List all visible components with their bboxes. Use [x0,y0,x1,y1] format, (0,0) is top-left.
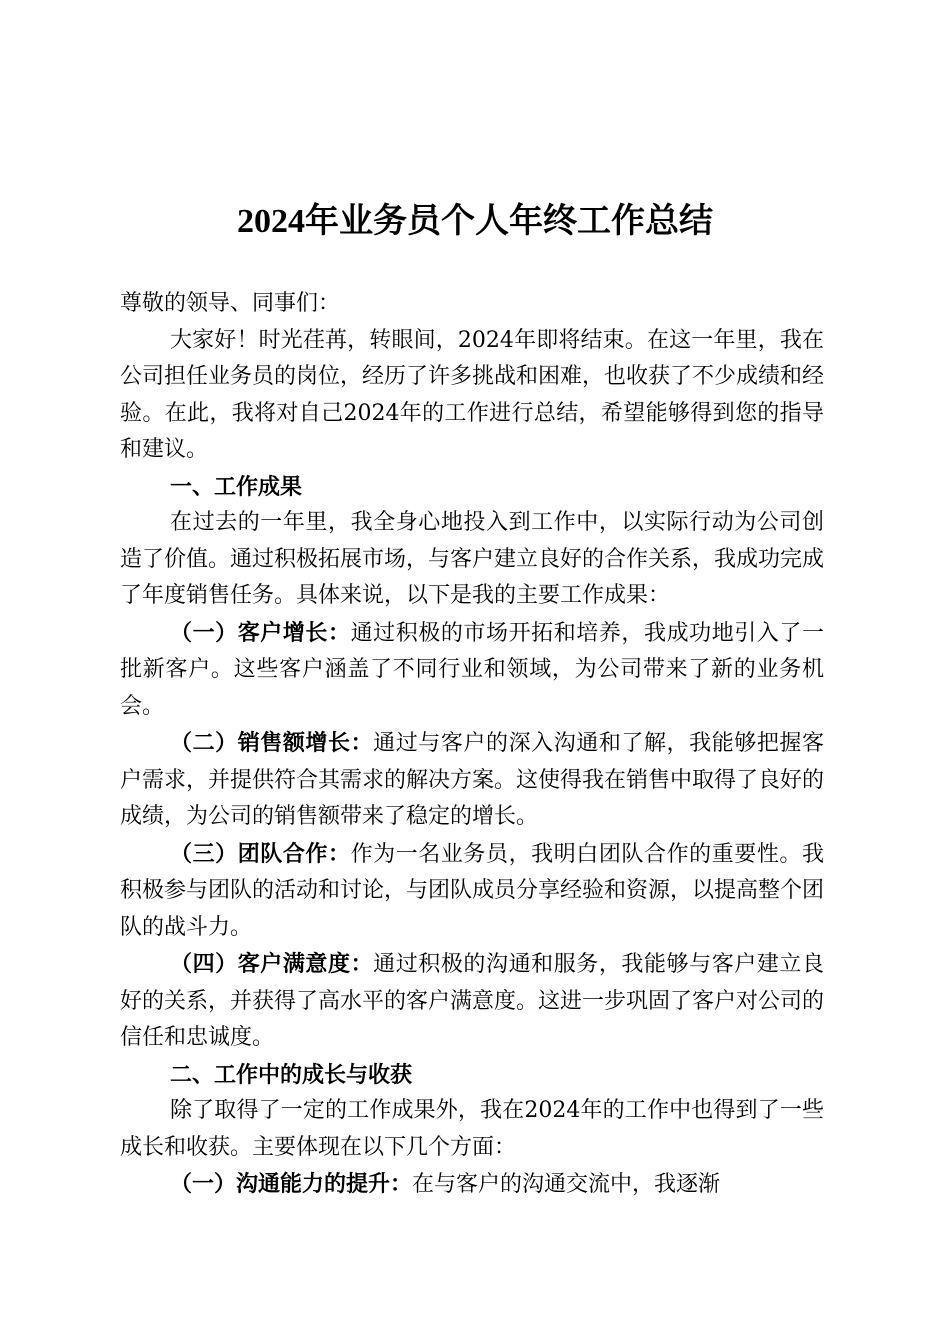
list-item [120,836,824,947]
item-text: 通过积极的市场开拓和培养，我成功地引入了一批新客户。这些客户涵盖了不同行业和领域，为公司带来了新的业务机会。 [120,620,824,719]
item-text: 作为一名业务员，我明白团队合作的重要性。我积极参与团队的活动和讨论，与团队成员分享经验和资源，以提高整个团队的战斗力。 [120,841,825,940]
item-label: （四）客户满意度： [170,951,374,977]
list-item [120,725,824,836]
item-label: （一）客户增长： [170,619,351,646]
intro-paragraph: 大家好！时光荏苒，转眼间，2024年即将结束。在这一年里，我在公司担任业务员的岗位，经历了许多挑战和困难，也收获了不少成绩和经验。在此，我将对自己2024年的工作进行总结，希望能够得到您的指导和建议。 [120,327,825,462]
list-item [120,946,824,1057]
item-label: （一）沟通能力的提升： [170,1171,413,1197]
item-text: 通过积极的沟通和服务，我能够与客户建立良好的关系，并获得了高水平的客户满意度。这进一步巩固了客户对公司的信任和忠诚度。 [120,952,825,1050]
item-text: 通过与客户的深入沟通和了解，我能够把握客户需求，并提供符合其需求的解决方案。这使得我在销售中取得了良好的成绩，为公司的销售额带来了稳定的增长。 [120,731,825,829]
section-intro-paragraph: 除了取得了一定的工作成果外，我在2024年的工作中也得到了一些成长和收获。主要体现在以下几个方面： [120,1098,824,1160]
item-label: （三）团队合作： [170,840,351,867]
salutation: 尊敬的领导、同事们： [120,291,341,316]
document-body [120,286,824,1204]
list-item [120,1166,824,1204]
section-heading: 一、工作成果 [170,473,303,500]
item-text: 在与客户的沟通交流中，我逐渐 [412,1172,721,1197]
document-title: 2024年业务员个人年终工作总结 [237,203,713,240]
section-heading: 二、工作中的成长与收获 [170,1061,413,1088]
list-item [120,615,824,726]
item-label: （二）销售额增长： [170,730,374,756]
section-intro-paragraph: 在过去的一年里，我全身心地投入到工作中，以实际行动为公司创造了价值。通过积极拓展市场，与客户建立良好的合作关系，我成功完成了年度销售任务。具体来说，以下是我的主要工作成果： [120,510,825,608]
